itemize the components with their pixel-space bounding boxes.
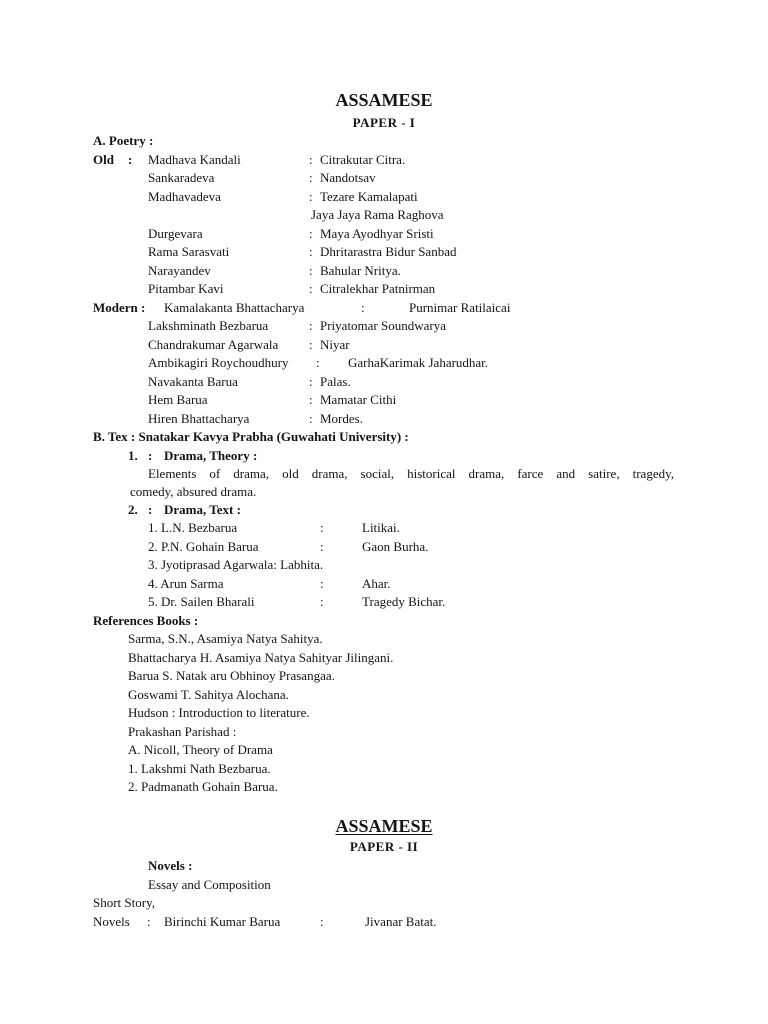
section-b-text: B. Tex : Snatakar Kavya Prabha (Guwahati University) : bbox=[93, 429, 409, 444]
references-label: References Books : bbox=[93, 613, 199, 628]
modern-work: Priyatomar Soundwarya bbox=[320, 318, 447, 333]
reference-item: A. Nicoll, Theory of Drama bbox=[128, 742, 273, 757]
paper1-subheading: PAPER - I bbox=[352, 115, 416, 130]
modern-author: Navakanta Barua bbox=[148, 374, 238, 389]
colon: : bbox=[309, 392, 313, 407]
colon: : bbox=[309, 281, 313, 296]
colon: : bbox=[309, 152, 313, 167]
text-author: 3. Jyotiprasad Agarwala: Labhita. bbox=[148, 557, 324, 572]
modern-author: Hiren Bhattacharya bbox=[148, 411, 250, 426]
paper2-subheading: PAPER - II bbox=[349, 839, 419, 854]
colon: : bbox=[148, 502, 153, 517]
text-work: Tragedy Bichar. bbox=[362, 594, 446, 609]
old-author: Sankaradeva bbox=[148, 170, 215, 185]
reference-item: Bhattacharya H. Asamiya Natya Sahityar Jilingani. bbox=[128, 650, 394, 665]
section-a-poetry: A. Poetry : bbox=[93, 133, 154, 148]
old-author: Durgevara bbox=[148, 226, 203, 241]
novel-work: Jivanar Batat. bbox=[365, 914, 437, 929]
modern-work: GarhaKarimak Jaharudhar. bbox=[348, 355, 489, 370]
colon: : bbox=[320, 914, 324, 929]
modern-author: Kamalakanta Bhattacharya bbox=[164, 300, 305, 315]
old-author: Madhavadeva bbox=[148, 189, 221, 204]
colon: : bbox=[309, 411, 313, 426]
old-author: Pitambar Kavi bbox=[148, 281, 224, 296]
colon: : bbox=[309, 374, 313, 389]
colon: : bbox=[320, 576, 324, 591]
text-work: Litikai. bbox=[362, 520, 400, 535]
old-work: Bahular Nritya. bbox=[320, 263, 401, 278]
reference-item: 2. Padmanath Gohain Barua. bbox=[128, 779, 278, 794]
item1-title: Drama, Theory : bbox=[164, 448, 258, 463]
short-story: Short Story, bbox=[93, 895, 155, 910]
colon: : bbox=[148, 448, 153, 463]
paper1-heading: ASSAMESE bbox=[335, 90, 433, 110]
old-author: Narayandev bbox=[148, 263, 211, 278]
item1-text-line1: Elements of drama, old drama, social, historical drama, farce and satire, tragedy, bbox=[148, 466, 674, 481]
reference-item: Goswami T. Sahitya Alochana. bbox=[128, 687, 289, 702]
reference-item: Prakashan Parishad : bbox=[128, 724, 237, 739]
modern-label: Modern : bbox=[93, 300, 146, 315]
old-work: Citrakutar Citra. bbox=[320, 152, 406, 167]
text-author: 5. Dr. Sailen Bharali bbox=[148, 594, 255, 609]
text-author: 4. Arun Sarma bbox=[148, 576, 224, 591]
modern-work: Purnimar Ratilaicai bbox=[409, 300, 511, 315]
old-work: Citralekhar Patnirman bbox=[320, 281, 436, 296]
colon: : bbox=[320, 539, 324, 554]
text-work: Gaon Burha. bbox=[362, 539, 429, 554]
novels-heading: Novels : bbox=[148, 858, 193, 873]
modern-author: Chandrakumar Agarwala bbox=[148, 337, 279, 352]
item1-number: 1. bbox=[128, 448, 138, 463]
old-colon: : bbox=[128, 152, 133, 167]
modern-work: Palas. bbox=[320, 374, 351, 389]
colon: : bbox=[309, 318, 313, 333]
modern-author: Ambikagiri Roychoudhury bbox=[148, 355, 289, 370]
colon: : bbox=[316, 355, 320, 370]
old-work-continued: Jaya Jaya Rama Raghova bbox=[311, 207, 444, 222]
essay-composition: Essay and Composition bbox=[148, 877, 271, 892]
colon: : bbox=[309, 170, 313, 185]
colon: : bbox=[361, 300, 365, 315]
colon: : bbox=[309, 189, 313, 204]
old-author: Rama Sarasvati bbox=[148, 244, 230, 259]
novel-author: Birinchi Kumar Barua bbox=[164, 914, 281, 929]
item1-text-line2: comedy, absured drama. bbox=[130, 484, 257, 499]
old-work: Dhritarastra Bidur Sanbad bbox=[320, 244, 457, 259]
colon: : bbox=[309, 226, 313, 241]
paper2-heading: ASSAMESE bbox=[335, 816, 433, 836]
old-work: Nandotsav bbox=[320, 170, 376, 185]
old-author: Madhava Kandali bbox=[148, 152, 241, 167]
item2-title: Drama, Text : bbox=[164, 502, 241, 517]
reference-item: Barua S. Natak aru Obhinoy Prasangaa. bbox=[128, 668, 335, 683]
colon: : bbox=[147, 914, 151, 929]
old-label: Old bbox=[93, 152, 114, 167]
old-work: Maya Ayodhyar Sristi bbox=[320, 226, 434, 241]
item2-number: 2. bbox=[128, 502, 138, 517]
colon: : bbox=[320, 594, 324, 609]
text-author: 1. L.N. Bezbarua bbox=[148, 520, 238, 535]
text-author: 2. P.N. Gohain Barua bbox=[148, 539, 259, 554]
colon: : bbox=[309, 244, 313, 259]
colon: : bbox=[309, 263, 313, 278]
modern-work: Mordes. bbox=[320, 411, 363, 426]
modern-author: Lakshminath Bezbarua bbox=[148, 318, 269, 333]
text-work: Ahar. bbox=[362, 576, 391, 591]
modern-work: Niyar bbox=[320, 337, 350, 352]
reference-item: 1. Lakshmi Nath Bezbarua. bbox=[128, 761, 271, 776]
novels-label: Novels bbox=[93, 914, 130, 929]
colon: : bbox=[309, 337, 313, 352]
modern-work: Mamatar Cithi bbox=[320, 392, 397, 407]
reference-item: Hudson : Introduction to literature. bbox=[128, 705, 310, 720]
colon: : bbox=[320, 520, 324, 535]
reference-item: Sarma, S.N., Asamiya Natya Sahitya. bbox=[128, 631, 323, 646]
modern-author: Hem Barua bbox=[148, 392, 208, 407]
old-work: Tezare Kamalapati bbox=[320, 189, 418, 204]
